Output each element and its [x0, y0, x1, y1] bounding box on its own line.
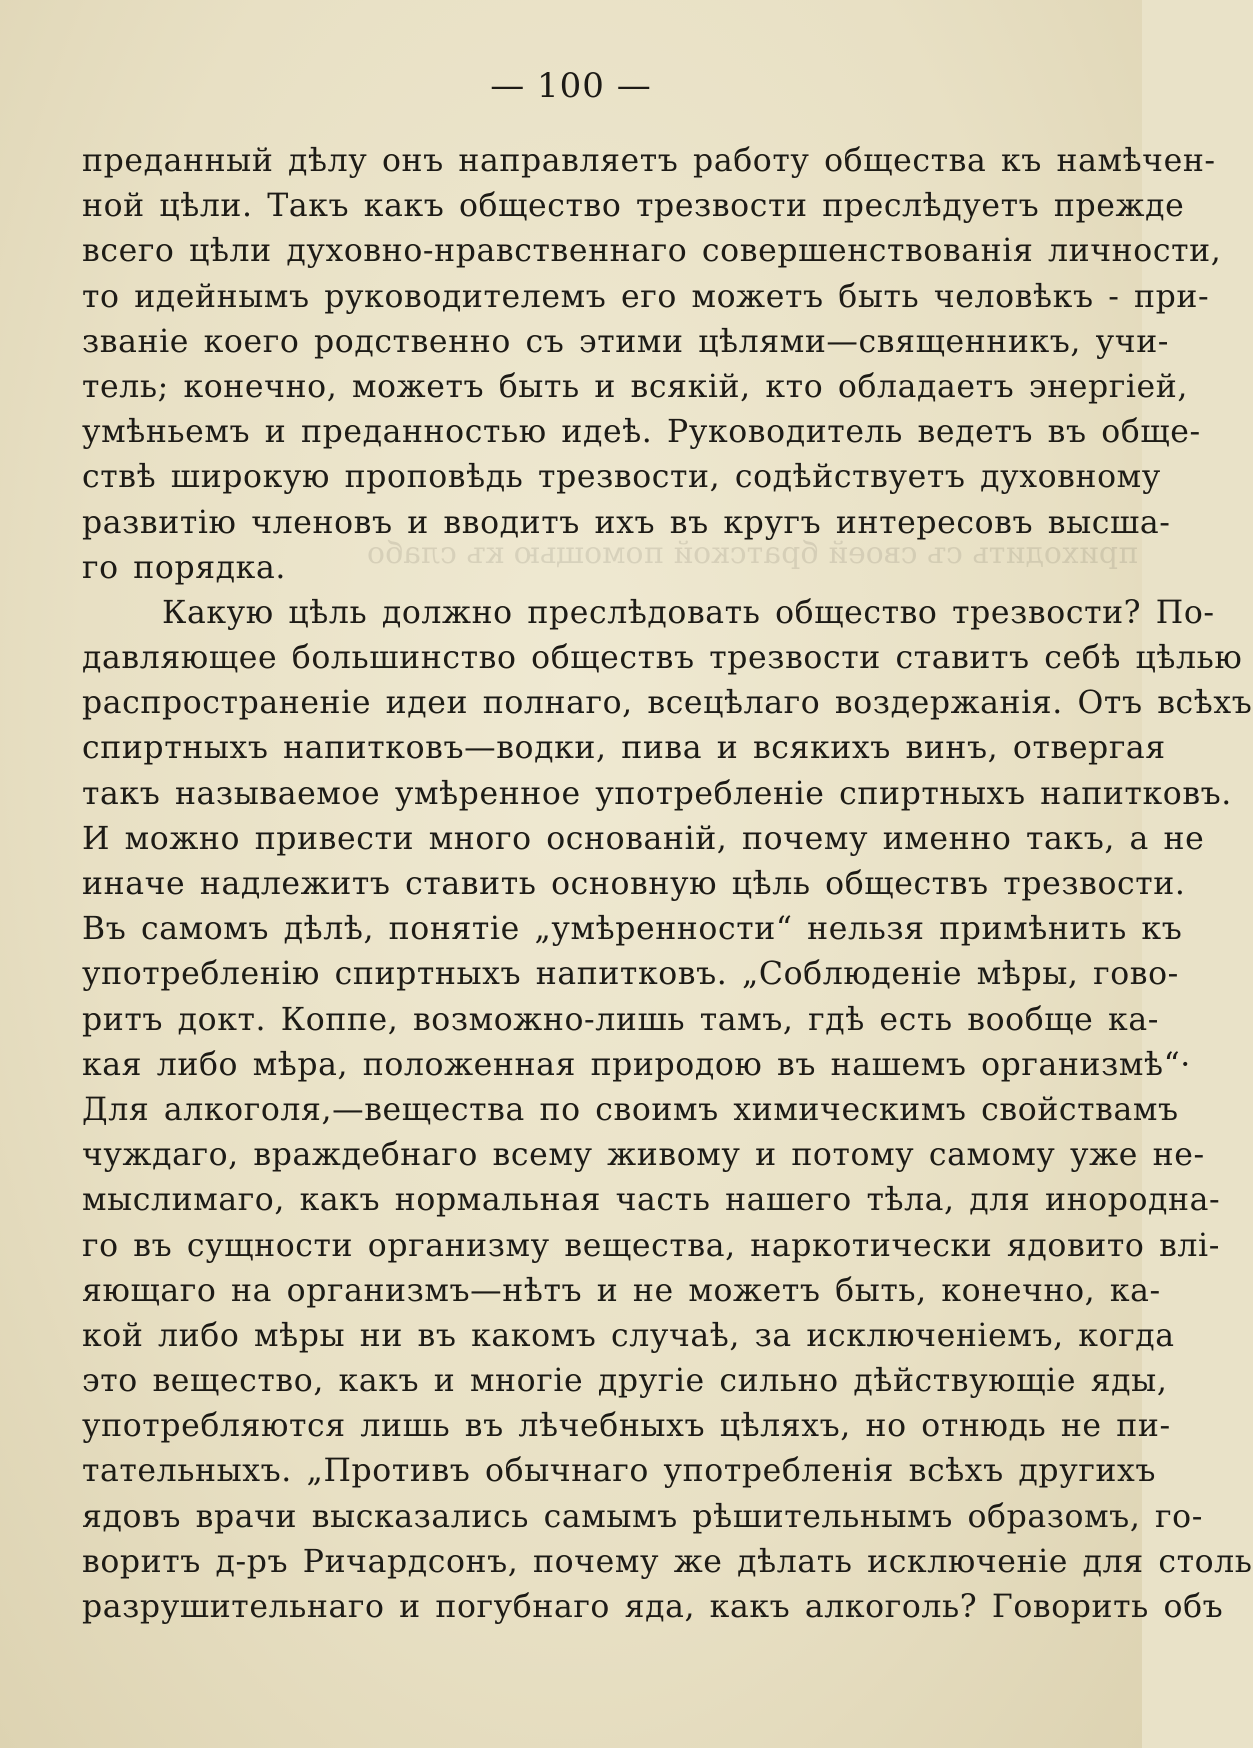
text-line: давляющее большинство обществъ трезвости ставитъ себѣ цѣлью: [82, 640, 1243, 677]
text-line: чуждаго, враждебнаго всему живому и потому самому уже не-: [82, 1137, 1205, 1174]
text-line: тательныхъ. „Противъ обычнаго употребленія всѣхъ другихъ: [82, 1453, 1157, 1490]
page-body-text: [82, 139, 1253, 1630]
text-line: это вещество, какъ и многіе другіе сильно дѣйствующіе яды,: [82, 1363, 1168, 1400]
text-line: го порядка.: [82, 549, 286, 586]
text-line: тель; конечно, можетъ быть и всякій, кто обладаетъ энергіей,: [82, 368, 1188, 405]
paragraph-start-line: Какую цѣль должно преслѣдовать общество трезвости? По-: [162, 594, 1215, 631]
text-line: воритъ д-ръ Ричардсонъ, почему же дѣлать исключеніе для столь: [82, 1543, 1253, 1580]
text-line: И можно привести много основаній, почему именно такъ, а не: [82, 820, 1205, 857]
text-line: ядовъ врачи высказались самымъ рѣшительнымъ образомъ, го-: [82, 1498, 1203, 1535]
text-line: го въ сущности организму вещества, наркотически ядовито влі-: [82, 1227, 1220, 1264]
text-line: ствѣ широкую проповѣдь трезвости, содѣйствуетъ духовному: [82, 459, 1161, 496]
text-line: употребленію спиртныхъ напитковъ. „Соблюденіе мѣры, гово-: [82, 956, 1179, 993]
text-line: спиртныхъ напитковъ—водки, пива и всякихъ винъ, отвергая: [82, 730, 1166, 767]
text-line: такъ называемое умѣренное употребленіе спиртныхъ напитковъ.: [82, 775, 1232, 812]
text-line: кая либо мѣра, положенная природою въ нашемъ организмѣ“·: [82, 1046, 1191, 1083]
text-line: распространеніе идеи полнаго, всецѣлаго воздержанія. Отъ всѣхъ: [82, 685, 1253, 722]
text-line: мыслимаго, какъ нормальная часть нашего тѣла, для инородна-: [82, 1182, 1221, 1219]
page-number: — 100 —: [490, 66, 652, 106]
text-line: разрушительнаго и погубнаго яда, какъ алкоголь? Говорить объ: [82, 1589, 1224, 1625]
text-line: ритъ докт. Коппе, возможно-лишь тамъ, гдѣ есть вообще ка-: [82, 1001, 1159, 1038]
bleed-through-text: приходить съ своей братской помощью къ слабо: [366, 536, 1138, 571]
text-line: Для алкоголя,—вещества по своимъ химическимъ свойствамъ: [82, 1091, 1179, 1128]
text-line: ной цѣли. Такъ какъ общество трезвости преслѣдуетъ прежде: [82, 188, 1185, 225]
text-line: Въ самомъ дѣлѣ, понятіе „умѣренности“ нельзя примѣнить къ: [82, 911, 1183, 948]
text-line: преданный дѣлу онъ направляетъ работу общества къ намѣчен-: [82, 143, 1216, 179]
text-line: умѣньемъ и преданностью идеѣ. Руководитель ведетъ въ обще-: [82, 414, 1201, 451]
text-line: развитію членовъ и вводитъ ихъ въ кругъ интересовъ высша-: [82, 504, 1171, 541]
text-line: званіе коего родственно съ этими цѣлями—священникъ, учи-: [82, 323, 1170, 360]
text-line: употребляются лишь въ лѣчебныхъ цѣляхъ, но отнюдь не пи-: [82, 1408, 1171, 1445]
text-line: то идейнымъ руководителемъ его можетъ быть человѣкъ - при-: [82, 278, 1210, 315]
text-line: иначе надлежитъ ставить основную цѣль обществъ трезвости.: [82, 866, 1186, 902]
text-line: яющаго на организмъ—нѣтъ и не можетъ быть, конечно, ка-: [82, 1272, 1161, 1309]
text-line: кой либо мѣры ни въ какомъ случаѣ, за исключеніемъ, когда: [82, 1317, 1175, 1354]
text-line: всего цѣли духовно-нравственнаго совершенствованія личности,: [82, 233, 1222, 270]
